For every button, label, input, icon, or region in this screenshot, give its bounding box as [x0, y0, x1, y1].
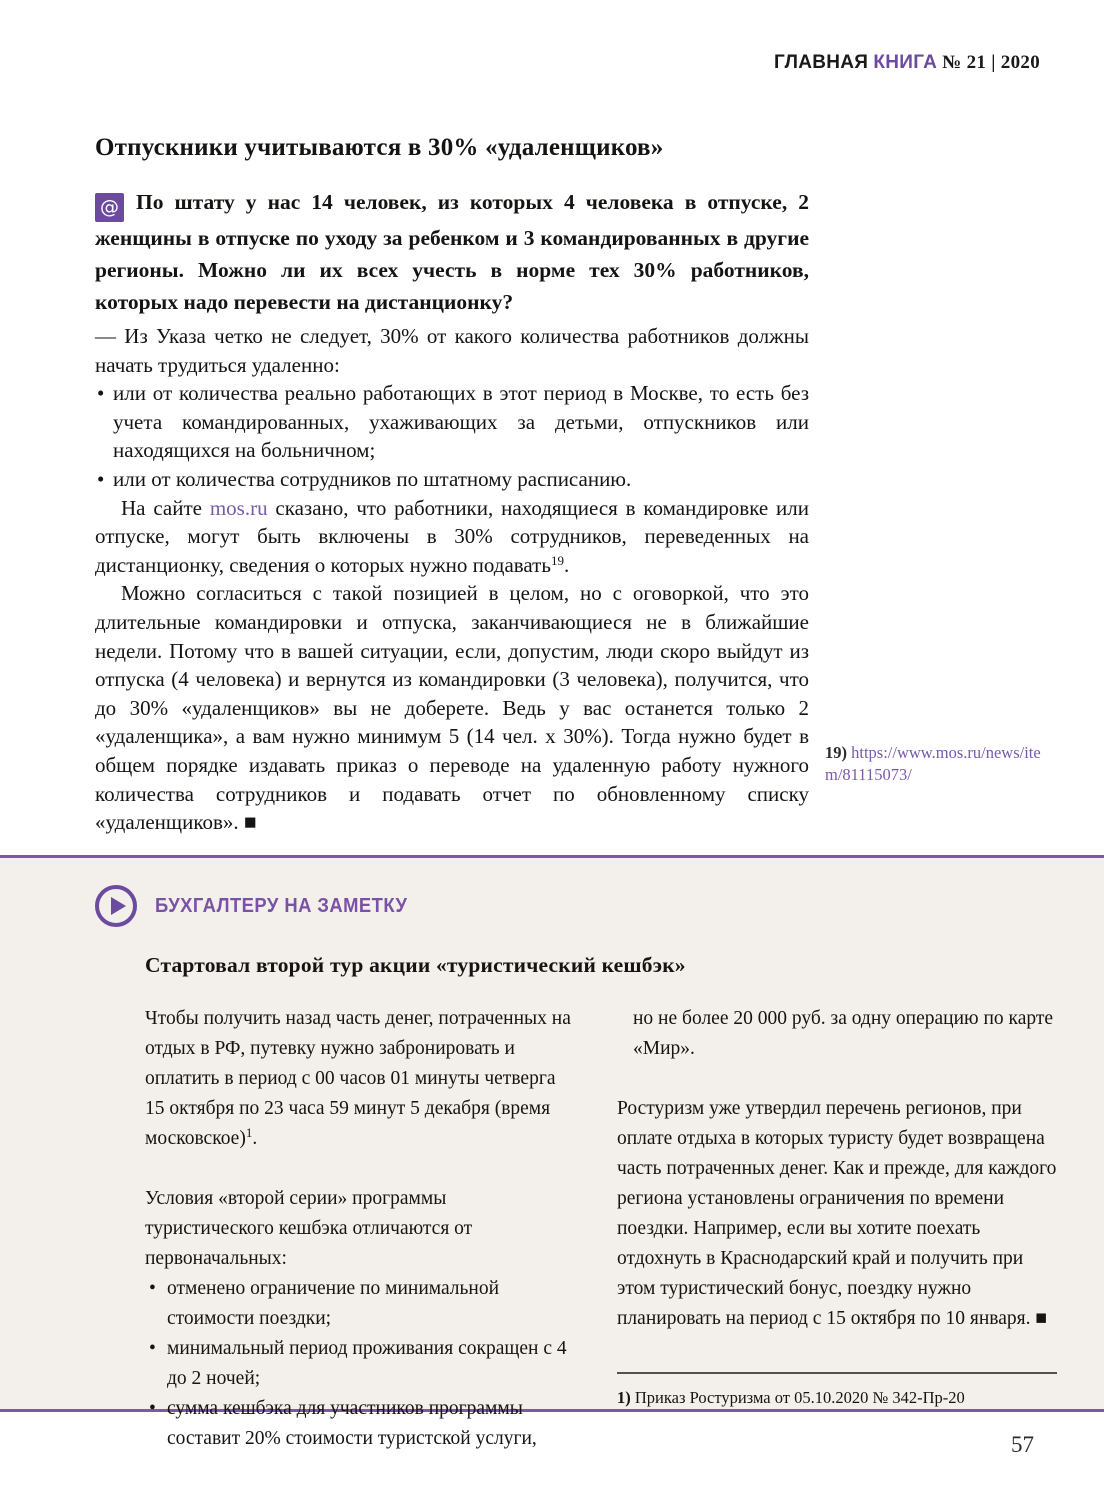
note-left-paragraph-2: Условия «второй серии» программы туристического кешбэка отличаются от первоначальных: [145, 1188, 473, 1269]
note-bullet-list [145, 1274, 573, 1454]
note-bullet-item: • сумма кешбэка для участников программы составит 20% стоимости туристской услуги, [145, 1394, 573, 1454]
answer-bullet-item: • или от количества сотрудников по штатному расписанию. [95, 465, 809, 494]
note-right-paragraph-2: Ростуризм уже утвердил перечень регионов, при оплате отдыха в которых туристу будет возвращена часть потраченных денег. Как и прежде, для каждого региона установлены ограничения по времени поездки. Например, если вы хотите поехать отдохнуть в Краснодарский край и получить при этом туристический бонус, поездку нужно планировать на период с 15 октября по 10 января. ■ [617, 1098, 1057, 1329]
note-bullet-item: • отменено ограничение по минимальной стоимости поездки; [145, 1274, 573, 1334]
footnote-19-label: 19) [825, 743, 852, 762]
note-text: Чтобы получить назад часть денег, потраченных на отдых в РФ, путевку нужно забронировать и оплатить в период с 00 часов 01 минуты четверга 15 октября по 23 часа 59 минут 5 декабря (время московское) [145, 1008, 571, 1149]
footnote-1 [617, 1372, 1057, 1409]
answer-bullet-item: • или от количества реально работающих в этот период в Москве, то есть без учета командированных, ухаживающих за детьми, отпускников или находящихся на больничном; [95, 379, 809, 465]
answer-paragraph-final: Можно согласиться с такой позицией в целом, но с оговоркой, что это длительные командировки и отпуска, заканчивающиеся не в ближайшие недели. Потому что в вашей ситуации, если, допустим, люди скоро выйдут из отпуска (4 человека) и вернутся из командировки (3 человека), получится, что до 30% «удаленщиков» вы не доберете. Ведь у вас останется только 2 «удаленщика», а вам нужно минимум 5 (14 чел. х 30%). Тогда нужно будет в общем порядке издавать приказ о переводе на удаленную работу нужного количества сотрудников и подавать отчет по обновленному списку «удаленщиков». ■ [95, 581, 809, 835]
reader-question [95, 186, 809, 318]
note-bullet-item: • минимальный период проживания сокращен с 4 до 2 ночей; [145, 1334, 573, 1394]
margin-footnote-19 [825, 742, 1050, 786]
page-header [774, 52, 1040, 74]
expert-answer [95, 322, 809, 837]
footnote-1-label: 1) [617, 1388, 631, 1407]
email-at-icon: @ [95, 193, 124, 222]
page-number: 57 [1011, 1432, 1034, 1457]
mos-ru-link[interactable]: mos.ru [209, 495, 268, 520]
note-left-column [145, 1004, 573, 1454]
note-left-paragraph-1 [145, 1004, 573, 1154]
note-text: . [252, 1128, 258, 1149]
question-text: По штату у нас 14 человек, из которых 4 человека в отпуске, 2 женщины в отпуске по уходу за ребенком и 3 командированных в другие регионы. Можно ли их всех учесть в норме тех 30% работников, которых надо перевести на дистанционку? [95, 190, 809, 314]
play-icon [95, 885, 137, 927]
footnote-1-text: Приказ Ростуризма от 05.10.2020 № 342-Пр-20 [630, 1388, 965, 1407]
section-kicker-label: БУХГАЛТЕРУ НА ЗАМЕТКУ [155, 894, 408, 917]
answer-text: сказано, что работники, находящиеся в командировке или отпуске, могут быть включены в 30% сотрудников, переведенных на дистанционку, сведения о которых нужно подавать [95, 495, 809, 577]
footnote-19-url-link[interactable]: https://www.mos.ru/news/item/81115073/ [825, 743, 1041, 784]
footnote-1-marker: 1 [245, 1125, 253, 1140]
note-columns [145, 1004, 1057, 1454]
note-title: Стартовал второй тур акции «туристический кешбэк» [145, 953, 686, 977]
answer-text: . [563, 552, 570, 577]
brand-name-part1: ГЛАВНАЯ [773, 52, 869, 73]
play-triangle-icon [111, 897, 126, 915]
issue-number: № 21 | 2020 [942, 52, 1040, 73]
answer-bullet-list [95, 379, 809, 493]
note-right-column [617, 1004, 1057, 1454]
footnote-19-marker: 19 [550, 552, 564, 568]
brand-name-part2: КНИГА [873, 52, 938, 73]
answer-text: На сайте [121, 495, 210, 520]
answer-intro: — Из Указа четко не следует, 30% от какого количества работников должны начать трудиться удаленно: [95, 324, 809, 377]
article [95, 134, 809, 837]
article-title: Отпускники учитываются в 30% «удаленщиков» [95, 134, 664, 161]
answer-paragraph-site [95, 494, 809, 580]
section-kicker [95, 885, 1104, 927]
note-right-paragraph-1: но не более 20 000 руб. за одну операцию по карте «Мир». [633, 1008, 1054, 1059]
